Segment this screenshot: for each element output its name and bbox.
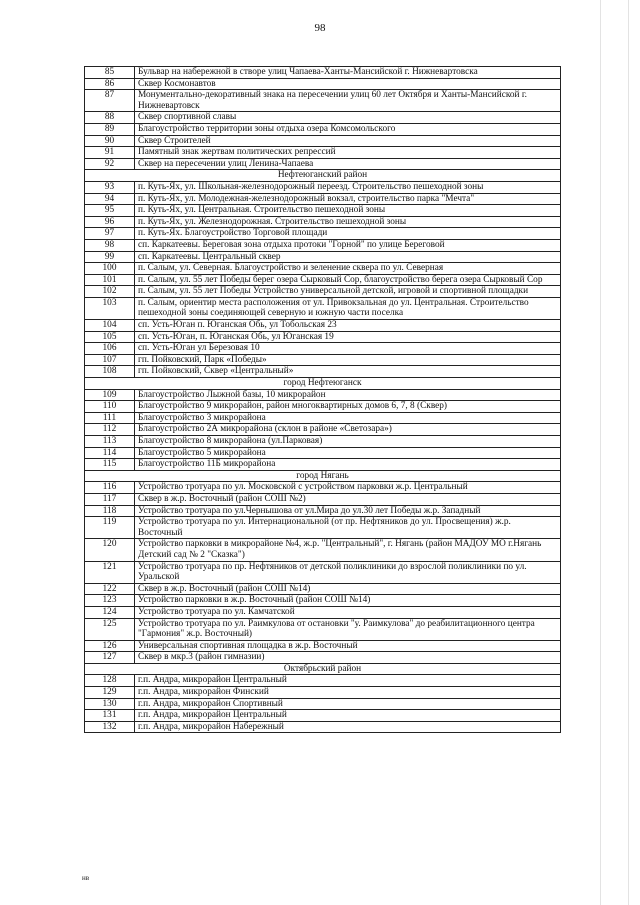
object-name: Устройство тротуара по ул. Интернациональной (от пр. Нефтяников до ул. Просвещения) ж.р. Восточный <box>135 517 561 539</box>
row-number: 85 <box>85 67 135 79</box>
table-row <box>85 67 561 79</box>
table-row <box>85 331 561 343</box>
page-number: 98 <box>314 22 326 34</box>
object-name: п. Салым, ориентир места расположения от ул. Привокзальная до ул. Центральная. Строительство пешеходной зоны соединяющей северную и южную части поселка <box>135 297 561 319</box>
object-name: п. Салым, ул. 55 лет Победы Устройство универсальной детской, игровой и спортивной площадки <box>135 286 561 298</box>
table-row <box>85 112 561 124</box>
row-number: 93 <box>85 181 135 193</box>
row-number: 119 <box>85 517 135 539</box>
table-row <box>85 123 561 135</box>
table-row <box>85 561 561 583</box>
row-number: 103 <box>85 297 135 319</box>
row-number: 108 <box>85 366 135 378</box>
table-row <box>85 297 561 319</box>
scan-edge-line <box>628 0 629 905</box>
object-name: г.п. Андра, микрорайон Центральный <box>135 710 561 722</box>
row-number: 117 <box>85 493 135 505</box>
row-number: 116 <box>85 482 135 494</box>
object-name: Благоустройство 8 микрорайона (ул.Парковая) <box>135 436 561 448</box>
table-row <box>85 366 561 378</box>
row-number: 100 <box>85 263 135 275</box>
section-title: Октябрьский район <box>85 663 561 675</box>
section-header-row <box>85 378 561 390</box>
row-number: 99 <box>85 251 135 263</box>
object-name: Благоустройство 11Б микрорайона <box>135 459 561 471</box>
object-name: Универсальная спортивная площадка в ж.р. Восточный <box>135 640 561 652</box>
object-name: Устройство тротуара по пр. Нефтяников от детской поликлиники до взрослой поликлиники по ул. Уральской <box>135 561 561 583</box>
table-row <box>85 263 561 275</box>
object-name: Сквер на пересечении улиц Ленина-Чапаева <box>135 158 561 170</box>
object-name: Сквер Космонавтов <box>135 78 561 90</box>
footer-mark: нв <box>82 874 90 882</box>
row-number: 129 <box>85 687 135 699</box>
table-row <box>85 158 561 170</box>
table-row <box>85 493 561 505</box>
table-row <box>85 320 561 332</box>
row-number: 121 <box>85 561 135 583</box>
table-row <box>85 274 561 286</box>
table-row <box>85 181 561 193</box>
table-row <box>85 517 561 539</box>
row-number: 127 <box>85 652 135 664</box>
section-title: город Нефтеюганск <box>85 378 561 390</box>
table-row <box>85 505 561 517</box>
row-number: 105 <box>85 331 135 343</box>
table-row <box>85 239 561 251</box>
table-row <box>85 447 561 459</box>
section-header-row <box>85 663 561 675</box>
objects-table <box>84 66 561 733</box>
table-row <box>85 424 561 436</box>
row-number: 112 <box>85 424 135 436</box>
table-row <box>85 640 561 652</box>
row-number: 87 <box>85 90 135 112</box>
object-name: Устройство парковки в микрорайоне №4, ж.р. "Центральный", г. Нягань (район МАДОУ МО г.Нягань Детский сад № 2 "Сказка") <box>135 539 561 561</box>
row-number: 115 <box>85 459 135 471</box>
object-name: п. Куть-Ях, ул. Центральная. Строительство пешеходной зоны <box>135 205 561 217</box>
object-name: г.п. Андра, микрорайон Финский <box>135 687 561 699</box>
row-number: 96 <box>85 216 135 228</box>
object-name: п. Салым, ул. 55 лет Победы берег озера Сырковый Сор, благоустройство берега озера Сырковый Сор <box>135 274 561 286</box>
row-number: 90 <box>85 135 135 147</box>
row-number: 104 <box>85 320 135 332</box>
object-name: Устройство тротуара по ул. Раимкулова от остановки "у. Раимкулова" до реабилитационного центра "Гармония" ж.р. Восточный) <box>135 618 561 640</box>
table-row <box>85 205 561 217</box>
object-name: п. Куть-Ях, ул. Школьная-железнодорожный переезд. Строительство пешеходной зоны <box>135 181 561 193</box>
object-name: Благоустройство 2А микрорайона (склон в районе «Светозара») <box>135 424 561 436</box>
table-row <box>85 595 561 607</box>
object-name: Сквер спортивной славы <box>135 112 561 124</box>
object-name: п. Куть-Ях, ул. Молодежная-железнодорожный вокзал, строительство парка "Мечта" <box>135 193 561 205</box>
section-header-row <box>85 170 561 182</box>
object-name: п. Куть-Ях, ул. Железнодорожная. Строительство пешеходной зоны <box>135 216 561 228</box>
row-number: 113 <box>85 436 135 448</box>
object-name: Благоустройство 3 микрорайона <box>135 412 561 424</box>
table-row <box>85 286 561 298</box>
object-name: Бульвар на набережной в створе улиц Чапаева-Ханты-Мансийской г. Нижневартовска <box>135 67 561 79</box>
object-name: Монументально-декоративный знака на пересечении улиц 60 лет Октября и Ханты-Мансийской г. Нижневартовск <box>135 90 561 112</box>
row-number: 95 <box>85 205 135 217</box>
row-number: 102 <box>85 286 135 298</box>
table-row <box>85 412 561 424</box>
row-number: 132 <box>85 721 135 733</box>
table-row <box>85 436 561 448</box>
object-name: Устройство тротуара по ул. Московской с устройством парковки ж.р. Центральный <box>135 482 561 494</box>
table-row <box>85 459 561 471</box>
table-row <box>85 78 561 90</box>
table-row <box>85 401 561 413</box>
row-number: 126 <box>85 640 135 652</box>
object-name: г.п. Андра, микрорайон Спортивный <box>135 698 561 710</box>
table-row <box>85 606 561 618</box>
row-number: 131 <box>85 710 135 722</box>
row-number: 110 <box>85 401 135 413</box>
object-name: сп. Усть-Юган п. Юганская Обь, ул Тобольская 23 <box>135 320 561 332</box>
row-number: 125 <box>85 618 135 640</box>
object-name: гп. Пойковский, Парк «Победы» <box>135 354 561 366</box>
table-row <box>85 721 561 733</box>
table-row <box>85 147 561 159</box>
row-number: 88 <box>85 112 135 124</box>
table-row <box>85 675 561 687</box>
table-row <box>85 216 561 228</box>
object-name: Благоустройство территории зоны отдыха озера Комсомольского <box>135 123 561 135</box>
object-name: Благоустройство Лыжной базы, 10 микрорайон <box>135 389 561 401</box>
row-number: 109 <box>85 389 135 401</box>
row-number: 89 <box>85 123 135 135</box>
table-row <box>85 389 561 401</box>
object-name: Устройство тротуара по ул. Камчатской <box>135 606 561 618</box>
table-row <box>85 135 561 147</box>
table-row <box>85 343 561 355</box>
object-name: Сквер Строителей <box>135 135 561 147</box>
row-number: 97 <box>85 228 135 240</box>
row-number: 122 <box>85 583 135 595</box>
table-row <box>85 539 561 561</box>
row-number: 107 <box>85 354 135 366</box>
table-row <box>85 482 561 494</box>
section-header-row <box>85 470 561 482</box>
object-name: г.п. Андра, микрорайон Центральный <box>135 675 561 687</box>
table-row <box>85 90 561 112</box>
row-number: 98 <box>85 239 135 251</box>
row-number: 120 <box>85 539 135 561</box>
object-name: сп. Каркатеевы. Центральный сквер <box>135 251 561 263</box>
object-name: Устройство парковки в ж.р. Восточный (район СОШ №14) <box>135 595 561 607</box>
table-row <box>85 687 561 699</box>
table-row <box>85 618 561 640</box>
object-name: Памятный знак жертвам политических репрессий <box>135 147 561 159</box>
table-row <box>85 583 561 595</box>
table-row <box>85 228 561 240</box>
object-name: Сквер в ж.р. Восточный (район СОШ №14) <box>135 583 561 595</box>
object-name: сп. Усть-Юган ул Березовая 10 <box>135 343 561 355</box>
object-name: гп. Пойковский, Сквер «Центральный» <box>135 366 561 378</box>
row-number: 94 <box>85 193 135 205</box>
row-number: 114 <box>85 447 135 459</box>
object-name: п. Куть-Ях. Благоустройство Торговой площади <box>135 228 561 240</box>
table-row <box>85 698 561 710</box>
object-name: г.п. Андра, микрорайон Набережный <box>135 721 561 733</box>
row-number: 101 <box>85 274 135 286</box>
row-number: 86 <box>85 78 135 90</box>
table-row <box>85 710 561 722</box>
object-name: Устройство тротуара по ул.Чернышова от ул.Мира до ул.30 лет Победы ж.р. Западный <box>135 505 561 517</box>
table-row <box>85 193 561 205</box>
row-number: 124 <box>85 606 135 618</box>
object-name: Благоустройство 9 микрорайон, район многоквартирных домов 6, 7, 8 (Сквер) <box>135 401 561 413</box>
object-name: сп. Каркатеевы. Береговая зона отдыха протоки "Горной" по улице Береговой <box>135 239 561 251</box>
row-number: 92 <box>85 158 135 170</box>
row-number: 111 <box>85 412 135 424</box>
object-name: Сквер в мкр.3 (район гимназии) <box>135 652 561 664</box>
object-name: Сквер в ж.р. Восточный (район СОШ №2) <box>135 493 561 505</box>
row-number: 128 <box>85 675 135 687</box>
row-number: 106 <box>85 343 135 355</box>
scan-edge-line <box>600 0 601 905</box>
row-number: 118 <box>85 505 135 517</box>
table-body <box>85 67 561 733</box>
section-title: Нефтеюганский район <box>85 170 561 182</box>
table-row <box>85 354 561 366</box>
object-name: сп. Усть-Юган, п. Юганская Обь, ул Юганская 19 <box>135 331 561 343</box>
row-number: 123 <box>85 595 135 607</box>
row-number: 91 <box>85 147 135 159</box>
object-name: Благоустройство 5 микрорайона <box>135 447 561 459</box>
section-title: город Нягань <box>85 470 561 482</box>
table-row <box>85 251 561 263</box>
row-number: 130 <box>85 698 135 710</box>
table-row <box>85 652 561 664</box>
object-name: п. Салым, ул. Северная. Благоустройство и зеленение сквера по ул. Северная <box>135 263 561 275</box>
